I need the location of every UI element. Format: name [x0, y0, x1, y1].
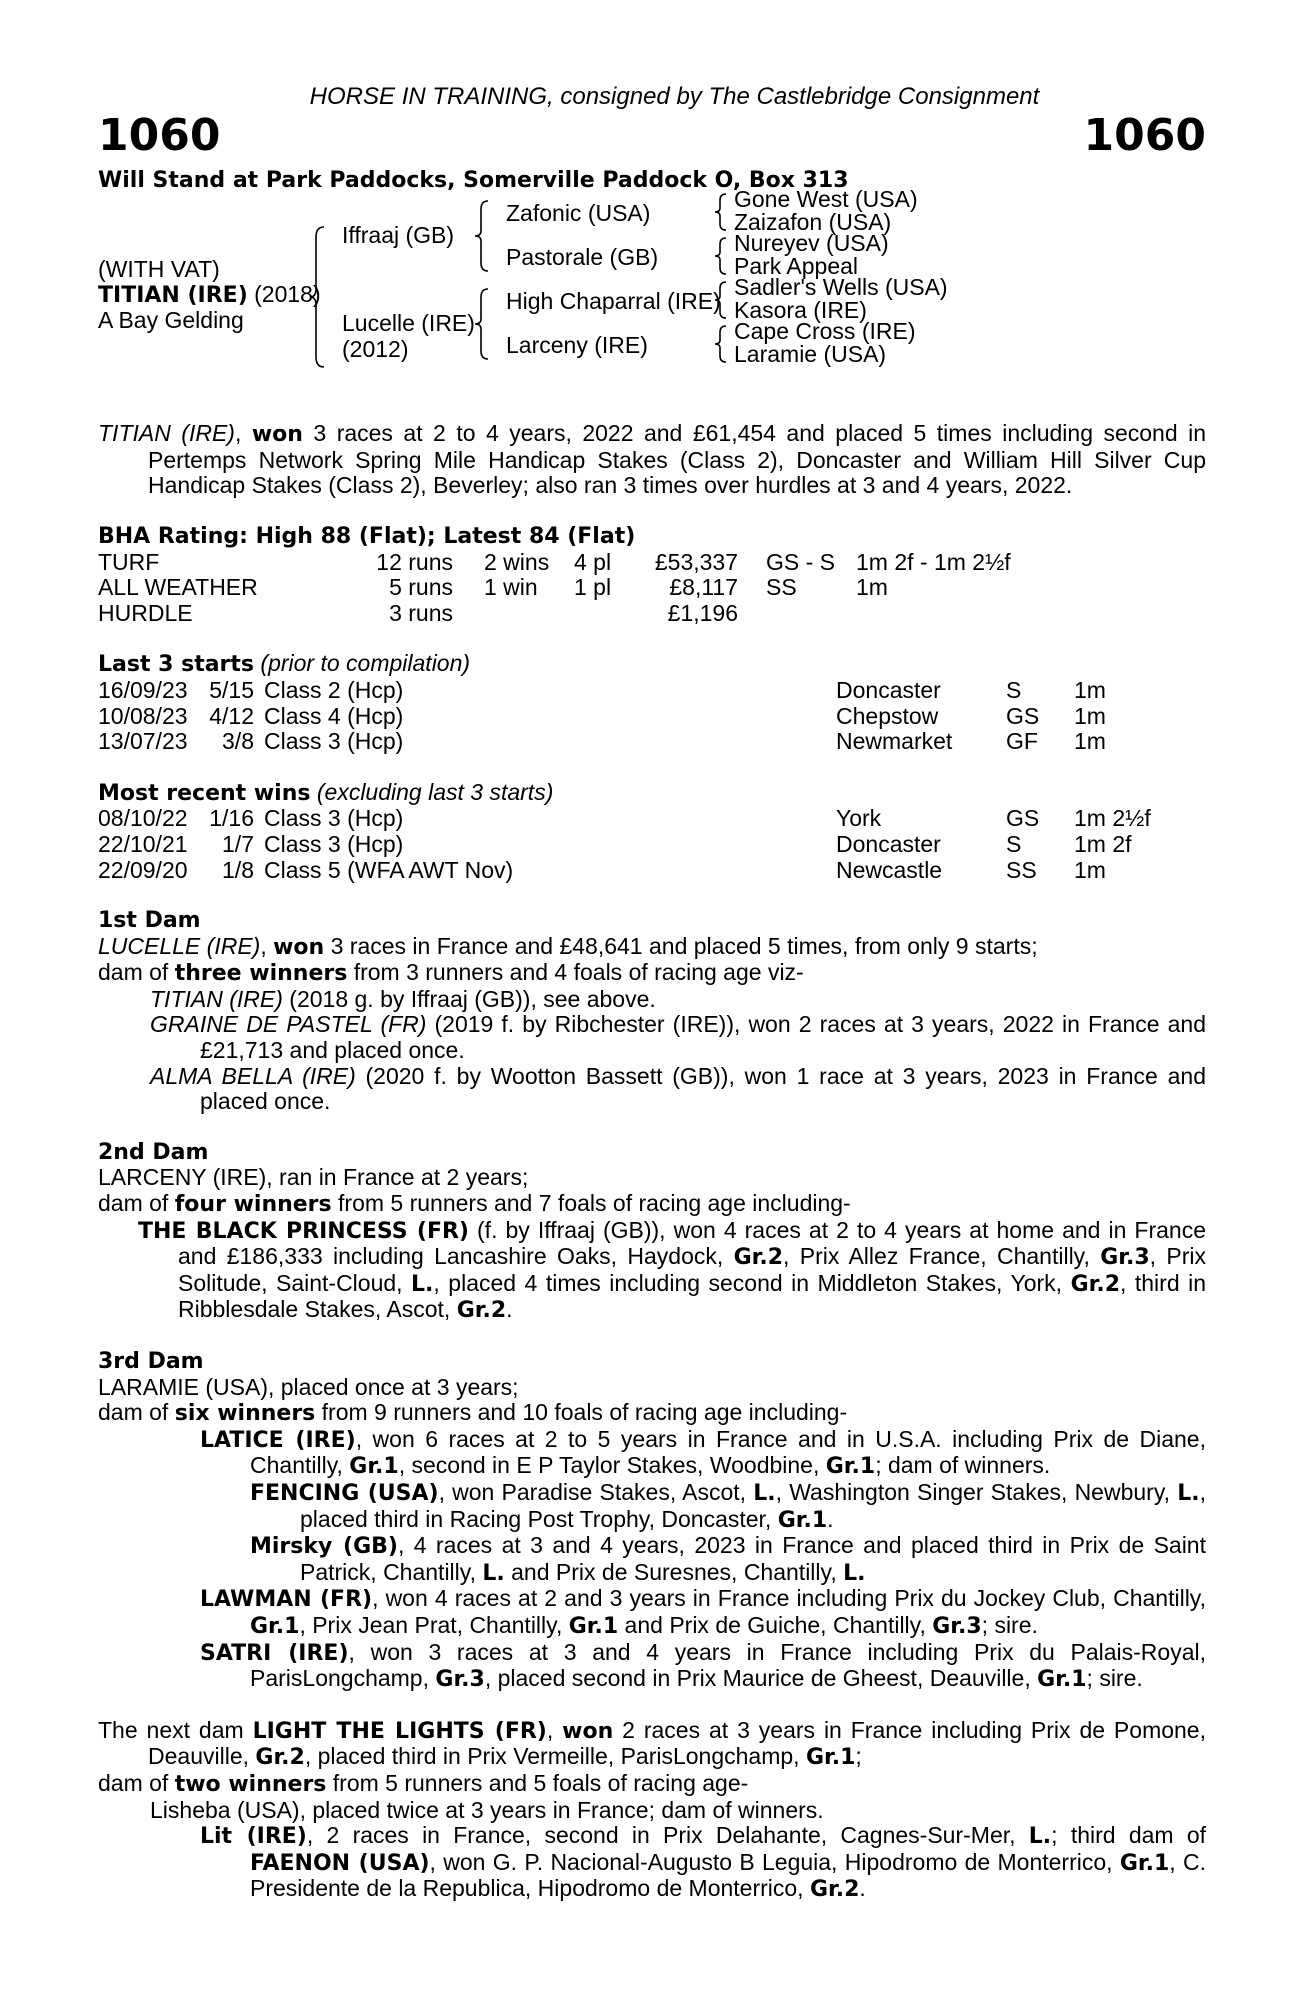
rating-money: £1,196 [667, 599, 738, 626]
rating-runs: 3 runs [389, 599, 453, 626]
horse-name: TITIAN (IRE) [98, 283, 248, 309]
win-course: York [836, 805, 882, 832]
produce-prefix: dam of [98, 1769, 175, 1796]
rating-section [98, 524, 1206, 626]
third-dam-produce-summary [98, 1400, 1206, 1427]
start-distance: 1m [1074, 728, 1106, 755]
win-row [98, 806, 1206, 832]
consignment-line: HORSE IN TRAINING, consigned by The Castlebridge Consignment [309, 83, 1040, 110]
win-distance: 1m 2f [1074, 830, 1132, 857]
sire: Iffraaj (GB) [342, 222, 455, 249]
produce-text: , won G. P. Nacional-Augusto B Leguia, Hipodromo de Monterrico, [429, 1848, 1120, 1875]
rating-surface: ALL WEATHER [98, 574, 258, 601]
start-position: 5/15 [209, 676, 254, 703]
produce-text: from 9 runners and 10 foals of racing age including- [315, 1399, 848, 1426]
gen3-2: Zaizafon (USA) [734, 209, 892, 236]
next-dam-prefix: The next dam [98, 1716, 253, 1743]
group-grade: Gr.1 [825, 1454, 876, 1480]
next-dam-section [98, 1718, 1206, 1903]
last-starts-section [98, 651, 1206, 754]
gen3-5: Sadler's Wells (USA) [734, 274, 948, 301]
winners-count: two winners [174, 1771, 327, 1797]
start-class: Class 3 (Hcp) [264, 728, 404, 755]
rating-wins: 1 win [484, 574, 538, 601]
next-dam-record [98, 1718, 1206, 1771]
produce-name: LATICE (IRE) [200, 1427, 356, 1453]
start-row [98, 678, 1206, 704]
second-dam-section [98, 1140, 1206, 1324]
produce-text: , placed third in Racing Post Trophy, Doncaster, [300, 1478, 1206, 1532]
second-dam-record: LARCENY (IRE), ran in France at 2 years; [98, 1164, 529, 1191]
win-position: 1/7 [222, 830, 254, 857]
rating-distance: 1m 2f - 1m 2½f [856, 548, 1011, 575]
rating-money: £53,337 [654, 548, 738, 575]
produce-name: GRAINE DE PASTEL (FR) [150, 1011, 427, 1038]
group-grade: Gr.2 [733, 1245, 784, 1271]
produce-item [98, 1012, 1206, 1063]
start-class: Class 2 (Hcp) [264, 676, 404, 703]
start-going: GF [1006, 728, 1038, 755]
gen3-4: Park Appeal [734, 253, 859, 280]
rating-runs: 12 runs [376, 548, 453, 575]
rating-surface: HURDLE [98, 599, 193, 626]
summary-name: TITIAN (IRE) [98, 420, 235, 447]
win-position: 1/16 [209, 805, 254, 832]
first-dam-text: 3 races in France and £48,641 and placed 5 times, from only 9 starts; [324, 932, 1038, 959]
horse-year: (2018) [247, 281, 321, 308]
produce-text: ; sire. [981, 1611, 1038, 1638]
produce-text: from 3 runners and 4 foals of racing age viz- [347, 959, 804, 986]
dam: Lucelle (IRE) [342, 310, 475, 337]
pedigree-table [98, 186, 1206, 401]
win-date: 08/10/22 [98, 805, 188, 832]
rating-going: GS - S [766, 548, 836, 575]
group-grade: L. [843, 1560, 866, 1586]
win-going: SS [1006, 856, 1037, 883]
start-going: GS [1006, 702, 1040, 729]
rating-wins: 2 wins [484, 548, 550, 575]
start-position: 4/12 [209, 702, 254, 729]
win-course: Doncaster [836, 830, 941, 857]
win-class: Class 3 (Hcp) [264, 830, 404, 857]
produce-item [98, 1218, 1206, 1324]
dam-dam: Larceny (IRE) [506, 332, 648, 359]
win-going: S [1006, 830, 1022, 857]
produce-text: , Prix Jean Prat, Chantilly, [299, 1611, 569, 1638]
produce-item-lawman [98, 1586, 1206, 1639]
rating-row-aw [98, 575, 1206, 601]
produce-text: from 5 runners and 7 foals of racing age including- [331, 1190, 851, 1217]
group-grade: Gr.1 [568, 1613, 619, 1639]
produce-prefix: dam of [98, 1399, 175, 1426]
group-grade: L. [1177, 1480, 1200, 1506]
rating-going: SS [766, 574, 797, 601]
second-dam-produce-summary [98, 1191, 1206, 1218]
rating-distance: 1m [856, 574, 888, 601]
start-going: S [1006, 676, 1022, 703]
gen3-3: Nureyev (USA) [734, 230, 889, 257]
rating-row-turf [98, 550, 1206, 576]
first-dam-record [98, 934, 1206, 961]
produce-item-mirsky [98, 1533, 1206, 1586]
start-distance: 1m [1074, 702, 1106, 729]
third-dam-title: 3rd Dam [98, 1349, 204, 1374]
race-summary [98, 421, 1206, 499]
vat-note: (WITH VAT) [98, 256, 220, 283]
gen3-7: Cape Cross (IRE) [734, 318, 916, 345]
start-distance: 1m [1074, 676, 1106, 703]
produce-name: LAWMAN (FR) [200, 1587, 373, 1613]
group-grade: Gr.1 [805, 1745, 856, 1771]
gen3-1: Gone West (USA) [734, 186, 918, 213]
rating-row-hurdle [98, 601, 1206, 627]
win-course: Newcastle [836, 856, 943, 883]
win-distance: 1m 2½f [1074, 805, 1151, 832]
first-dam-title: 1st Dam [98, 908, 201, 934]
produce-text: , won Paradise Stakes, Ascot, [438, 1478, 754, 1505]
produce-text: ; sire. [1086, 1665, 1143, 1692]
sire-dam: Pastorale (GB) [506, 244, 659, 271]
produce-text: , second in E P Taylor Stakes, Woodbine, [398, 1452, 826, 1479]
third-dam-record: LARAMIE (USA), placed once at 3 years; [98, 1373, 519, 1400]
last-starts-heading [98, 651, 1206, 678]
next-dam-sep: , [546, 1716, 563, 1743]
gen3-8: Laramie (USA) [734, 341, 887, 368]
group-grade: Gr.3 [435, 1667, 485, 1693]
recent-wins-note: (excluding last 3 starts) [310, 778, 554, 805]
produce-text: (f. by Iffraaj (GB)), won 4 races at 2 to 4 years at home and in France and £186,333 including Lancashire Oaks, Haydock, [178, 1216, 1206, 1270]
produce-text: from 5 runners and 5 foals of racing age- [326, 1769, 749, 1796]
summary-text: 3 races at 2 to 4 years, 2022 and £61,454 and placed 5 times including second in Pertemps Network Spring Mile Handicap Stakes (Class 2), Doncaster and William Hill Silver Cup Handicap Stakes (Class 2), Beverley; also ran 3 times over hurdles at 3 and 4 years, 2022. [148, 420, 1207, 499]
produce-item-latice [98, 1427, 1206, 1480]
first-dam-produce-summary [98, 960, 1206, 987]
rating-surface: TURF [98, 548, 160, 575]
group-grade: Gr.3 [1100, 1245, 1150, 1271]
produce-text: and Prix de Guiche, Chantilly, [618, 1611, 933, 1638]
winners-count: four winners [174, 1192, 332, 1218]
last-starts-note: (prior to compilation) [254, 650, 471, 677]
start-date: 16/09/23 [98, 676, 188, 703]
produce-text: , won 3 races at 3 and 4 years in France including Prix du Palais-Royal, ParisLongchamp, [250, 1638, 1207, 1692]
group-grade: Gr.1 [250, 1613, 300, 1639]
next-dam-text: ; [855, 1743, 862, 1770]
produce-text: , won 4 races at 2 and 3 years in France including Prix du Jockey Club, Chantilly, [372, 1585, 1206, 1612]
summary-won: won [251, 422, 303, 448]
win-class: Class 3 (Hcp) [264, 805, 404, 832]
produce-text: . [827, 1505, 834, 1532]
lot-number-left: 1060 [98, 109, 221, 161]
next-dam-won: won [562, 1718, 614, 1744]
produce-text: , Prix Solitude, Saint-Cloud, [178, 1243, 1206, 1296]
produce-name: ALMA BELLA (IRE) [150, 1062, 356, 1089]
horse-title [98, 282, 321, 309]
group-grade: L. [411, 1271, 434, 1297]
produce-item-satri [98, 1640, 1206, 1693]
produce-text: (2019 f. by Ribchester (IRE)), won 2 races at 3 years, 2022 in France and £21,713 and placed once. [200, 1011, 1206, 1064]
rating-placed: 1 pl [574, 574, 612, 601]
produce-name: THE BLACK PRINCESS (FR) [138, 1218, 469, 1244]
group-grade: Gr.1 [1119, 1850, 1170, 1876]
group-grade: Gr.3 [932, 1613, 982, 1639]
produce-name: FENCING (USA) [250, 1480, 439, 1506]
produce-text: and Prix de Suresnes, Chantilly, [504, 1558, 844, 1585]
start-date: 10/08/23 [98, 702, 188, 729]
produce-prefix: dam of [98, 959, 175, 986]
next-dam-text: 2 races at 3 years in France including Prix de Pomone, Deauville, [148, 1716, 1206, 1770]
group-grade: L. [753, 1480, 776, 1506]
win-position: 1/8 [222, 856, 254, 883]
group-grade: L. [482, 1560, 505, 1586]
group-grade: Gr.2 [456, 1298, 507, 1324]
start-row [98, 729, 1206, 755]
produce-item-lisheba: Lisheba (USA), placed twice at 3 years in France; dam of winners. [150, 1796, 824, 1823]
summary-sep: , [234, 420, 252, 447]
group-grade: Gr.2 [809, 1877, 860, 1903]
produce-text: , placed 4 times including second in Middleton Stakes, York, [433, 1269, 1071, 1296]
group-grade: Gr.2 [1070, 1271, 1120, 1297]
dam-year: (2012) [342, 336, 409, 363]
produce-text: (2018 g. by Iffraaj (GB)), see above. [282, 985, 656, 1012]
last-starts-title: Last 3 starts [98, 652, 255, 678]
produce-name: Lit (IRE) [200, 1824, 307, 1850]
produce-text: . [859, 1875, 866, 1902]
second-dam-title: 2nd Dam [98, 1139, 209, 1165]
rating-title: BHA Rating: High 88 (Flat); Latest 84 (Flat) [98, 523, 636, 549]
rating-runs: 5 runs [389, 574, 453, 601]
produce-name: TITIAN (IRE) [150, 985, 283, 1012]
start-course: Chepstow [836, 702, 939, 729]
produce-text: ; third dam of [1051, 1822, 1206, 1849]
stand-location: Will Stand at Park Paddocks, Somerville Paddock O, Box 313 [98, 167, 849, 193]
produce-item-fencing [98, 1480, 1206, 1533]
win-class: Class 5 (WFA AWT Nov) [264, 856, 514, 883]
rating-placed: 4 pl [574, 548, 612, 575]
win-going: GS [1006, 805, 1040, 832]
produce-text: . [506, 1296, 513, 1323]
produce-text: , C. Presidente de la Republica, Hipodromo de Monterrico, [250, 1848, 1207, 1902]
catalogue-page [98, 84, 1206, 1903]
winners-count: three winners [174, 961, 348, 987]
lot-number-right: 1060 [1083, 109, 1206, 161]
sire-sire: Zafonic (USA) [506, 200, 651, 227]
win-date: 22/10/21 [98, 830, 188, 857]
group-grade: Gr.1 [349, 1454, 399, 1480]
gen3-6: Kasora (IRE) [734, 297, 867, 324]
first-dam-sep: , [260, 932, 274, 959]
produce-text: , third in Ribblesdale Stakes, Ascot, [178, 1269, 1206, 1323]
produce-text: , Washington Singer Stakes, Newbury, [775, 1478, 1178, 1505]
start-row [98, 704, 1206, 730]
lot-header [98, 110, 1206, 166]
produce-item-lit [98, 1823, 1206, 1903]
third-dam-section [98, 1349, 1206, 1693]
win-row [98, 832, 1206, 858]
produce-name: SATRI (IRE) [200, 1640, 349, 1666]
first-dam-name: LUCELLE (IRE) [98, 932, 261, 959]
start-date: 13/07/23 [98, 728, 188, 755]
start-position: 3/8 [222, 728, 254, 755]
start-course: Doncaster [836, 676, 941, 703]
produce-text: ; dam of winners. [875, 1452, 1051, 1479]
start-class: Class 4 (Hcp) [264, 702, 404, 729]
produce-text: , placed second in Prix Maurice de Gheest, Deauville, [484, 1665, 1038, 1692]
recent-wins-heading [98, 780, 1206, 807]
next-dam-text: , placed third in Prix Vermeille, ParisLongchamp, [304, 1743, 806, 1770]
first-dam-section [98, 908, 1206, 1115]
produce-text: , Prix Allez France, Chantilly, [783, 1243, 1101, 1270]
winners-count: six winners [174, 1401, 316, 1427]
group-grade: Gr.2 [255, 1745, 305, 1771]
recent-wins-title: Most recent wins [98, 780, 311, 806]
group-grade: Gr.1 [1037, 1667, 1087, 1693]
horse-description: A Bay Gelding [98, 307, 244, 334]
first-dam-won: won [273, 934, 325, 960]
produce-name: Mirsky (GB) [250, 1534, 398, 1560]
produce-name: FAENON (USA) [250, 1850, 430, 1876]
produce-prefix: dam of [98, 1190, 175, 1217]
win-date: 22/09/20 [98, 856, 188, 883]
recent-wins-section [98, 780, 1206, 883]
win-distance: 1m [1074, 856, 1106, 883]
produce-text: , won 6 races at 2 to 5 years in France and in U.S.A. including Prix de Diane, Chantilly, [250, 1425, 1206, 1479]
start-course: Newmarket [836, 728, 953, 755]
group-grade: Gr.1 [777, 1507, 828, 1533]
produce-text: (2020 f. by Wootton Bassett (GB)), won 1 race at 3 years, 2023 in France and placed once. [200, 1062, 1206, 1115]
produce-text: , 4 races at 3 and 4 years, 2023 in France and placed third in Prix de Saint Patrick, Chantilly, [300, 1532, 1206, 1585]
produce-item [98, 1064, 1206, 1115]
win-row [98, 858, 1206, 884]
rating-money: £8,117 [669, 574, 738, 601]
group-grade: L. [1028, 1824, 1052, 1850]
next-dam-name: LIGHT THE LIGHTS (FR) [252, 1718, 547, 1744]
produce-text: , 2 races in France, second in Prix Delahante, Cagnes-Sur-Mer, [306, 1822, 1029, 1849]
dam-sire: High Chaparral (IRE) [506, 288, 721, 315]
produce-item [98, 987, 1206, 1013]
next-dam-produce-summary [98, 1771, 1206, 1798]
